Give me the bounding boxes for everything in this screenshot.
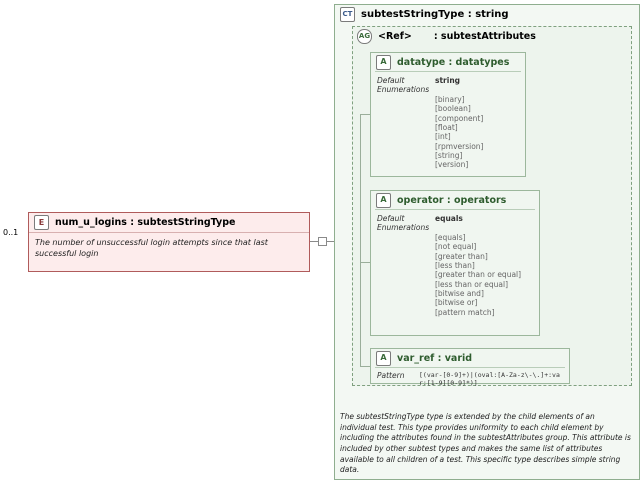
- attributegroup-name: : subtestAttributes: [433, 30, 536, 42]
- enum-item: [greater than]: [435, 251, 488, 261]
- enum-item: [less than]: [435, 260, 475, 270]
- enum-item: [component]: [435, 113, 484, 123]
- facet-label-enumerations: Enumerations: [377, 85, 430, 95]
- attribute-header-varref: [371, 349, 569, 367]
- enum-item: [string]: [435, 151, 463, 160]
- connector-line-left: [310, 241, 318, 242]
- tree-connector-vertical: [360, 114, 361, 366]
- attribute-header-operator: [371, 191, 539, 209]
- attribute-name-datatype: datatype : datatypes: [397, 56, 510, 68]
- enum-item: [greater than or equal]: [435, 270, 522, 280]
- enum-item: [version]: [435, 160, 469, 170]
- facet-row-default: [377, 76, 521, 85]
- enum-item: [float]: [435, 122, 458, 132]
- facet-label-pattern: Pattern: [377, 371, 405, 380]
- enum-item: [bitwise or]: [435, 298, 478, 308]
- facet-row-enumerations: [377, 85, 521, 94]
- facet-value-default: equals: [435, 214, 463, 223]
- attribute-box-datatype[interactable]: [370, 52, 526, 177]
- attribute-box-varref[interactable]: [370, 348, 570, 387]
- facet-value-pattern: [(var-[0-9]+)|(oval:[A-Za-z\-\.]+:var:[1-9][0-9]*)]: [419, 371, 560, 387]
- enum-item: [less than or equal]: [435, 279, 509, 289]
- complextype-documentation: The subtestStringType type is extended by the child elements of an individual test. This type provides uniformity to each child element by including the attributes found in the subtestAttributes group. This attribute is included by other subtest types and makes the same list of attributes available to all children of a test. This specific type describes simple string data.: [340, 412, 631, 475]
- facet-value-default: string: [435, 76, 461, 85]
- attribute-badge-icon: A: [376, 193, 391, 208]
- facet-label-default: Default: [377, 76, 405, 85]
- enum-item: [equals]: [435, 232, 466, 242]
- attribute-name-operator: operator : operators: [397, 194, 507, 206]
- enum-item: [boolean]: [435, 104, 471, 114]
- attribute-badge-icon: A: [376, 55, 391, 70]
- element-documentation: The number of unsuccessful login attempts since that last successful login: [35, 238, 268, 258]
- attribute-facets-varref: [371, 368, 569, 387]
- enum-item: [not equal]: [435, 242, 477, 252]
- attributegroup-header: [353, 27, 631, 45]
- enumeration-list-operator: [435, 233, 535, 317]
- element-box[interactable]: [28, 212, 310, 272]
- attribute-facets-datatype: [371, 72, 525, 174]
- expand-toggle-icon[interactable]: [318, 237, 327, 246]
- element-name: num_u_logins : subtestStringType: [55, 217, 236, 228]
- facet-label-enumerations: Enumerations: [377, 223, 430, 233]
- enum-item: [binary]: [435, 94, 465, 104]
- attribute-name-varref: var_ref : varid: [397, 352, 473, 364]
- enum-item: [int]: [435, 132, 451, 142]
- enum-item: [pattern match]: [435, 307, 495, 317]
- complextype-badge-icon: CT: [340, 7, 355, 22]
- enum-item: [bitwise and]: [435, 289, 484, 298]
- attribute-header-datatype: [371, 53, 525, 71]
- element-header: [29, 213, 309, 233]
- attributegroup-ref-label: <Ref>: [378, 30, 412, 42]
- tree-connector-varref: [360, 366, 370, 367]
- attribute-box-operator[interactable]: [370, 190, 540, 336]
- element-badge-icon: E: [34, 215, 49, 230]
- attribute-facets-operator: [371, 210, 539, 321]
- facet-row-enumerations: [377, 223, 535, 232]
- attributegroup-badge-icon: AG: [357, 29, 372, 44]
- tree-connector-operator: [360, 262, 370, 263]
- tree-connector-datatype: [360, 114, 370, 115]
- attribute-badge-icon: A: [376, 351, 391, 366]
- cardinality-label: 0..1: [3, 228, 19, 237]
- enumeration-list-datatype: [435, 95, 521, 170]
- facet-row-default: [377, 214, 535, 223]
- facet-label-default: Default: [377, 214, 405, 223]
- complextype-header: [335, 5, 639, 24]
- enum-item: [rpmversion]: [435, 141, 484, 151]
- complextype-title: subtestStringType : string: [361, 9, 509, 20]
